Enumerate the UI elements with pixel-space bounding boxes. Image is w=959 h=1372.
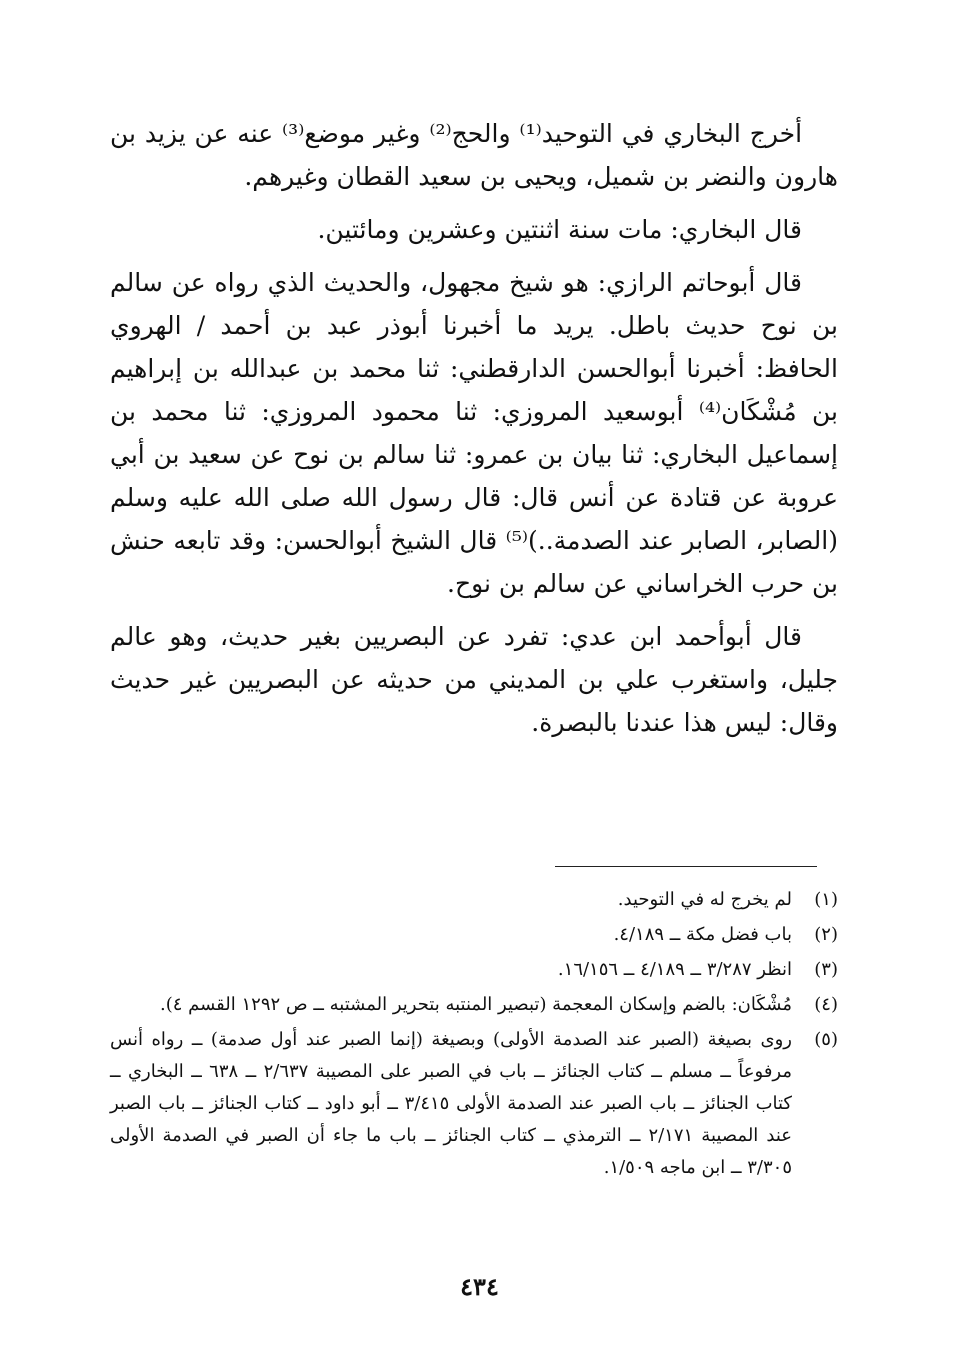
page-number: ٤٣٤ [460,1272,499,1301]
footnote-number: (١) [814,889,838,910]
footnote-1 [110,884,838,916]
footnote-text: باب فضل مكة ــ ٤/١٨٩. [613,924,792,946]
paragraph-bukhari-narration: أخرج البخاري في التوحيد⁽¹⁾ والحج⁽²⁾ وغير موضع⁽³⁾ عنه عن يزيد بن هارون والنضر بن شميل، ويحيى بن سعيد القطان وغيرهم. [110,119,838,191]
footnote-text: لم يخرج له في التوحيد. [617,889,792,910]
paragraph-ibn-adi: قال أبوأحمد ابن عدي: تفرد عن البصريين بغير حديث، وهو عالم جليل، واستغرب علي بن المديني من حديثه عن البصريين غير حديث وقال: ليس هذا عندنا بالبصرة. [110,622,838,737]
footnote-number: (٣) [814,959,838,981]
footnote-text: مُشْكَان: بالضم وإسكان المعجمة (تبصير المنتبه بتحرير المشتبه ــ ص ١٢٩٢ القسم ٤). [159,994,792,1016]
footnotes [110,884,838,1187]
paragraph-death-year: قال البخاري: مات سنة اثنتين وعشرين ومائتين. [317,215,802,244]
paragraph-abu-hatim: قال أبوحاتم الرازي: هو شيخ مجهول، والحديث الذي رواه عن سالم بن نوح حديث باطل. يريد ما أخبرنا أبوذر عبد بن أحمد / الهروي الحافظ: أخبرنا أبوالحسن الدارقطني: ثنا محمد بن عبدالله بن إبراهيم بن مُشْكَان⁽⁴⁾ أبوسعيد المروزي: ثنا محمود المروزي: ثنا محمد بن إسماعيل البخاري: ثنا بيان بن عمرو: ثنا سالم بن نوح عن سعيد بن أبي عروبة عن قتادة عن أنس قال: قال رسول الله صلى الله عليه وسلم (الصابر، الصابر عند الصدمة..)⁽⁵⁾ قال الشيخ أبوالحسن: وقد تابعه حنش بن حرب الخراساني عن سالم بن نوح. [110,268,838,598]
main-text [110,112,838,754]
footnote-number: (٥) [814,1029,838,1051]
footnote-number: (٢) [814,924,838,946]
footnote-5 [110,1024,838,1184]
footnote-text: روى بصيغة (الصبر عند الصدمة الأولى) وبصيغة (إنما الصبر عند أول صدمة) ــ رواه أنس مرفوعاً ــ مسلم ــ كتاب الجنائز ــ باب في الصبر على المصيبة ٢/٦٣٧ ــ ٦٣٨ ــ البخاري ــ كتاب الجنائز ــ باب الصبر عند الصدمة الأولى ٣/٤١٥ ــ أبو داود ــ كتاب الجنائز ــ باب الصبر عند المصيبة ٢/١٧١ ــ الترمذي ــ كتاب الجنائز ــ باب ما جاء أن الصبر في الصدمة الأولى ٣/٣٠٥ ــ ابن ماجه ١/٥٠٩. [110,1029,793,1179]
footnote-number: (٤) [814,994,838,1016]
footnote-text: انظر ٣/٢٨٧ ــ ٤/١٨٩ ــ ١٦/١٥٦. [557,959,792,981]
footnote-2 [110,919,838,951]
footnote-4 [110,989,838,1021]
footnote-divider [555,866,817,867]
footnote-3 [110,954,838,986]
